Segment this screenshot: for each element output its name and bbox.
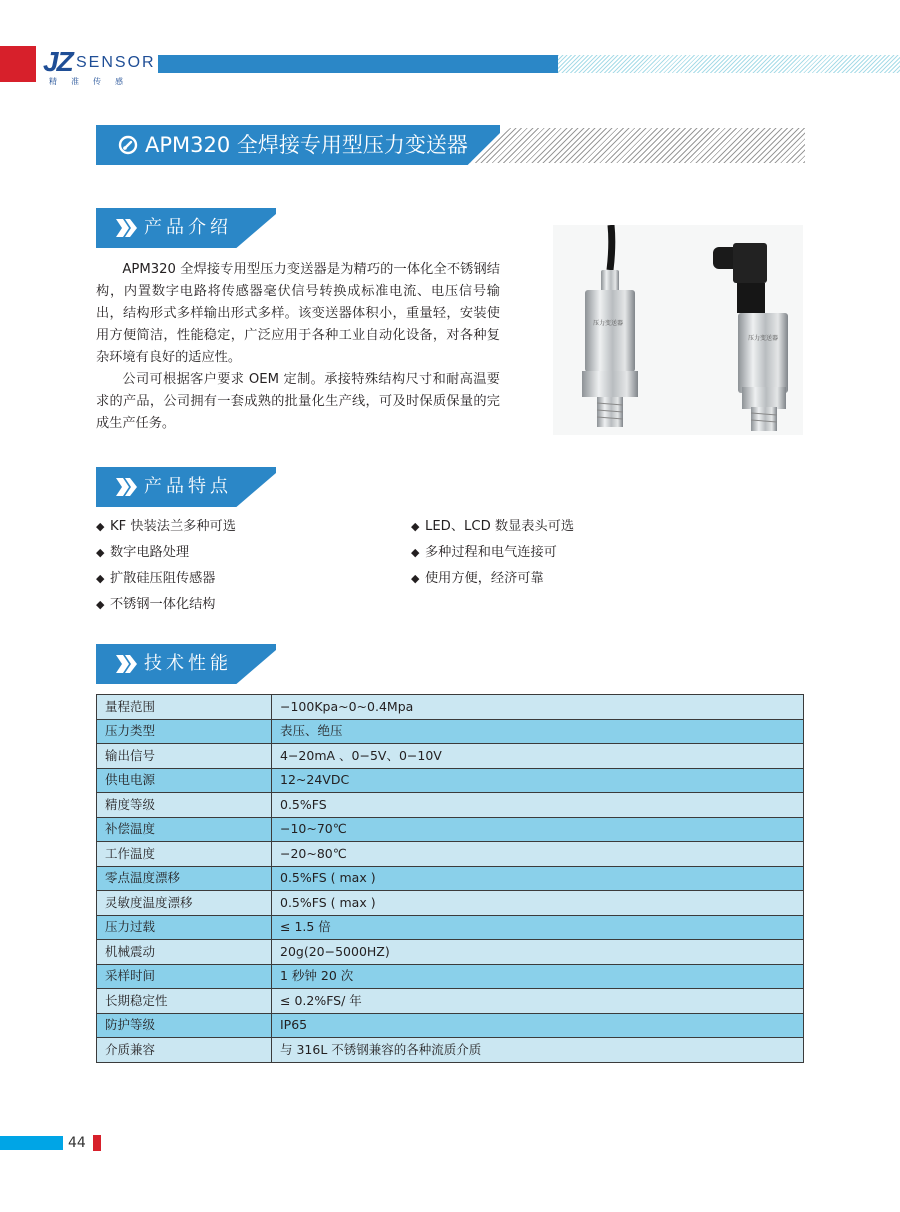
feature-text: 多种过程和电气连接可 — [425, 545, 557, 560]
table-row — [97, 719, 804, 744]
page-number: 44 — [68, 1135, 86, 1151]
spec-value: ≤ 1.5 倍 — [272, 915, 804, 940]
logo-chinese: 精准传感 — [49, 77, 137, 86]
svg-text:压力变送器: 压力变送器 — [748, 335, 779, 342]
spec-key: 量程范围 — [97, 695, 272, 720]
table-row — [97, 891, 804, 916]
feature-text: 不锈钢一体化结构 — [110, 597, 216, 612]
spec-value: 0.5%FS ( max ) — [272, 891, 804, 916]
section-title-intro: 产品介绍 — [144, 217, 232, 238]
spec-value: −100Kpa~0~0.4Mpa — [272, 695, 804, 720]
spec-value: 1 秒钟 20 次 — [272, 964, 804, 989]
spec-key: 长期稳定性 — [97, 989, 272, 1014]
spec-value: 0.5%FS — [272, 793, 804, 818]
spec-key: 灵敏度温度漂移 — [97, 891, 272, 916]
feature-item — [411, 543, 557, 563]
spec-value: ≤ 0.2%FS/ 年 — [272, 989, 804, 1014]
table-row — [97, 940, 804, 965]
brand-logo — [43, 46, 156, 88]
title-hatch-pattern — [470, 128, 805, 163]
table-row — [97, 793, 804, 818]
section-title-specs: 技术性能 — [144, 653, 232, 674]
diamond-bullet-icon: ◆ — [96, 598, 105, 611]
spec-value: −10~70℃ — [272, 817, 804, 842]
table-row — [97, 695, 804, 720]
feature-item — [96, 569, 216, 589]
spec-key: 机械震动 — [97, 940, 272, 965]
spec-key: 输出信号 — [97, 744, 272, 769]
spec-key: 补偿温度 — [97, 817, 272, 842]
table-row — [97, 842, 804, 867]
spec-key: 压力类型 — [97, 719, 272, 744]
spec-key: 介质兼容 — [97, 1038, 272, 1063]
table-row — [97, 866, 804, 891]
gauge-icon — [118, 135, 138, 155]
diamond-bullet-icon: ◆ — [96, 546, 105, 559]
feature-item — [411, 517, 574, 537]
header-bar-tip — [540, 55, 558, 73]
product-photo — [553, 225, 803, 435]
section-title-features: 产品特点 — [144, 476, 232, 497]
pressure-transmitter-illustration — [553, 225, 803, 435]
feature-text: 使用方便，经济可靠 — [425, 571, 544, 586]
logo-jz: JZ — [43, 46, 72, 77]
spec-key: 供电电源 — [97, 768, 272, 793]
table-row — [97, 1013, 804, 1038]
feature-item — [96, 595, 216, 615]
spec-value: 与 316L 不锈钢兼容的各种流质介质 — [272, 1038, 804, 1063]
feature-text: 数字电路处理 — [110, 545, 190, 560]
intro-paragraph-2: 公司可根据客户要求 OEM 定制。承接特殊结构尺寸和耐高温要求的产品，公司拥有一套成熟的批量化生产线，可及时保质保量的完成生产任务。 — [96, 372, 500, 431]
spec-table — [96, 694, 804, 1063]
spec-key: 工作温度 — [97, 842, 272, 867]
spec-key: 零点温度漂移 — [97, 866, 272, 891]
header-hatch-pattern — [558, 55, 900, 73]
diamond-bullet-icon: ◆ — [411, 572, 420, 585]
diamond-bullet-icon: ◆ — [411, 520, 420, 533]
spec-key: 采样时间 — [97, 964, 272, 989]
header-red-block — [0, 46, 36, 82]
spec-value: 0.5%FS ( max ) — [272, 866, 804, 891]
logo-sensor: SENSOR — [76, 54, 156, 71]
spec-key: 精度等级 — [97, 793, 272, 818]
feature-item — [411, 569, 544, 589]
footer-red-mark — [93, 1135, 101, 1151]
spec-value: −20~80℃ — [272, 842, 804, 867]
diamond-bullet-icon: ◆ — [96, 572, 105, 585]
spec-key: 压力过载 — [97, 915, 272, 940]
table-row — [97, 817, 804, 842]
spec-value: 20g(20−5000HZ) — [272, 940, 804, 965]
header-blue-bar — [158, 55, 558, 73]
spec-value: 表压、绝压 — [272, 719, 804, 744]
feature-item — [96, 543, 189, 563]
feature-text: 扩散硅压阻传感器 — [110, 571, 216, 586]
intro-paragraph-1: APM320 全焊接专用型压力变送器是为精巧的一体化全不锈钢结构，内置数字电路将传感器毫伏信号转换成标准电流、电压信号输出，结构形式多样输出形式多样。该变送器体积小，重量轻，安装使用方便简洁，性能稳定，广泛应用于各种工业自动化设备，对各种复杂环境有良好的适应性。 — [96, 262, 500, 365]
spec-value: 4−20mA 、0−5V、0−10V — [272, 744, 804, 769]
spec-value: 12~24VDC — [272, 768, 804, 793]
table-row — [97, 768, 804, 793]
feature-item — [96, 517, 236, 537]
table-row — [97, 915, 804, 940]
diamond-bullet-icon: ◆ — [96, 520, 105, 533]
table-row — [97, 964, 804, 989]
page-title: APM320 全焊接专用型压力变送器 — [145, 133, 468, 157]
double-chevron-icon — [116, 219, 138, 237]
table-row — [97, 744, 804, 769]
label-caption: 压力变送器 — [593, 320, 624, 327]
footer-blue-bar — [0, 1136, 63, 1150]
double-chevron-icon — [116, 655, 138, 673]
spec-value: IP65 — [272, 1013, 804, 1038]
table-row — [97, 989, 804, 1014]
spec-key: 防护等级 — [97, 1013, 272, 1038]
double-chevron-icon — [116, 478, 138, 496]
feature-text: KF 快装法兰多种可选 — [110, 519, 236, 534]
diamond-bullet-icon: ◆ — [411, 546, 420, 559]
feature-text: LED、LCD 数显表头可选 — [425, 519, 575, 534]
table-row — [97, 1038, 804, 1063]
